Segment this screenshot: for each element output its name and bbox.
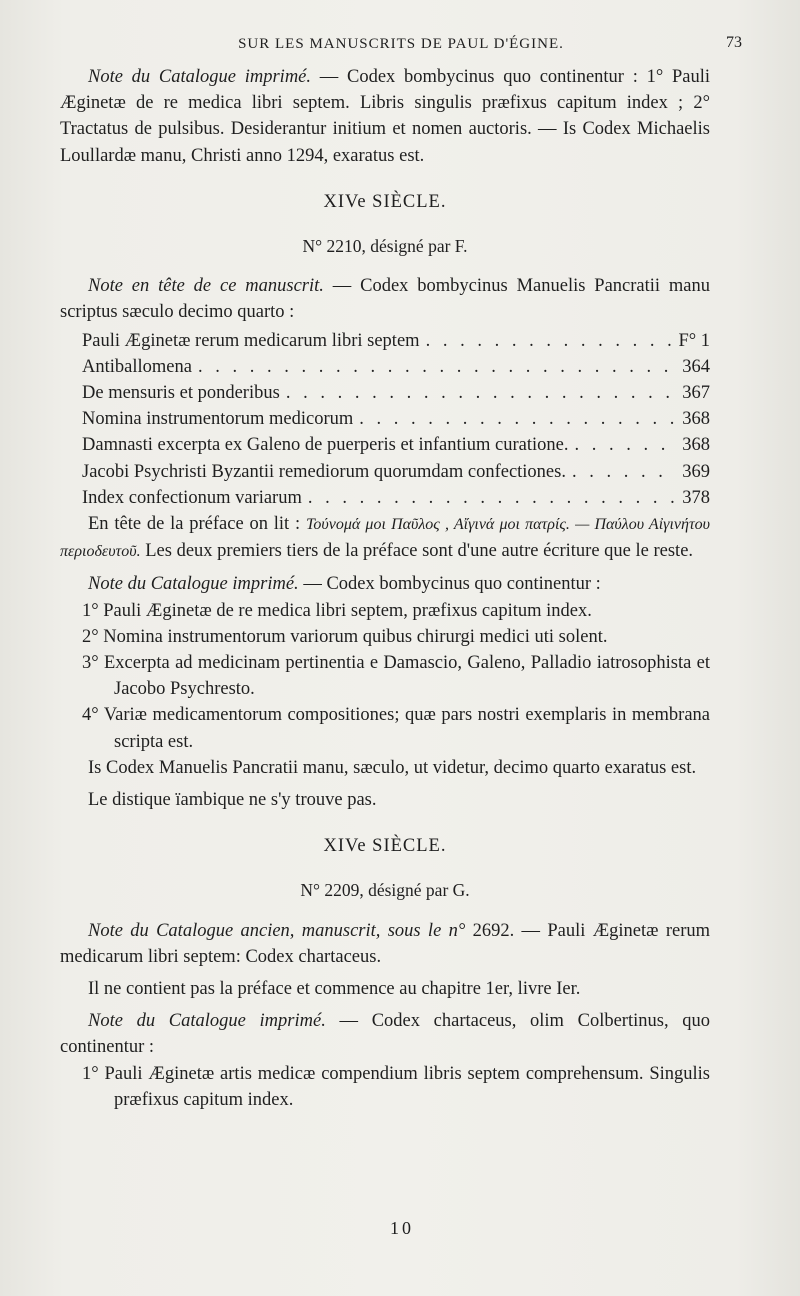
running-head: [60, 34, 742, 56]
toc-row: [82, 432, 710, 458]
section-heading-xiv-2: XIVe SIÈCLE.: [323, 836, 447, 857]
paragraph-contains: Il ne contient pas la préface et commence au chapitre 1er, livre Ier.: [88, 978, 581, 999]
leader-dots: [308, 485, 674, 511]
contents-list: [60, 328, 710, 511]
paragraph-catalogue-note-1294: [60, 64, 710, 169]
note-text: — Codex bombycinus quo continentur :: [298, 574, 601, 595]
paragraph-catalogue-imprime: [60, 571, 710, 597]
leader-dots: [426, 328, 673, 354]
toc-row: [82, 459, 710, 485]
toc-row: [82, 380, 710, 406]
note-label: Note du Catalogue imprimé.: [88, 67, 312, 87]
leader-dots: [286, 380, 674, 406]
toc-page: 367: [682, 383, 710, 403]
toc-label: Jacobi Psychristi Byzantii remediorum quorumdam confectiones.: [82, 461, 566, 482]
toc-page: 368: [682, 435, 710, 456]
note-text: 2692. — Pauli Æginetæ rerum medicarum libri septem: Codex chartaceus.: [60, 920, 711, 967]
toc-label: Damnasti excerpta ex Galeno de puerperis et infantium curatione.: [82, 435, 569, 456]
list-item: 1° Pauli Æginetæ artis medicæ compendium libris septem comprehensum. Singulis præfixus capitum index.: [82, 1063, 710, 1110]
section-heading-xiv-1: XIVe SIÈCLE.: [323, 191, 447, 212]
toc-label: Index confectionum variarum: [82, 487, 302, 508]
paragraph-note-en-tete: [60, 273, 710, 325]
leader-dots: [574, 432, 674, 458]
paragraph-distique: Le distique ïambique ne s'y trouve pas.: [88, 789, 377, 810]
toc-row: [82, 354, 710, 380]
preface-rest: Les deux premiers tiers de la préface sont d'une autre écriture que le reste.: [140, 541, 694, 562]
paragraph-closing: Is Codex Manuelis Pancratii manu, sæculo, ut videtur, decimo quarto exaratus est.: [88, 757, 697, 778]
paragraph-preface: [60, 511, 710, 565]
manuscript-id-2209: N° 2209, désigné par G.: [300, 880, 470, 901]
greek-inscription: Τούνομά μοι Παῦλος , Αἴγινά μοι πατρίς. — Παύλου Αἰγινήτου περιοδευτοῦ.: [60, 515, 711, 561]
toc-page: 378: [682, 487, 710, 508]
note-text: — Codex chartaceus, olim Colbertinus, quo continentur :: [60, 1011, 711, 1058]
toc-page: 369: [682, 461, 710, 482]
running-title: SUR LES MANUSCRITS DE PAUL D'ÉGINE.: [238, 36, 564, 52]
paragraph-catalogue-imprime-2: [60, 1008, 710, 1060]
note-text: — Codex bombycinus quo continentur : 1° Pauli Æginetæ de re medica libri septem. Libris singulis præfixus capitum index ; 2° Tractatus de pulsibus. Desiderantur initium et nomen auctoris. — Is Codex Michaelis Loullardæ manu, Christi anno 1294, exaratus est.: [60, 67, 711, 166]
note-label: Note en tête de ce manuscrit.: [88, 276, 324, 297]
page-body: [60, 64, 710, 1113]
toc-row: [82, 406, 710, 432]
toc-row: [82, 328, 710, 354]
note-label: Note du Catalogue imprimé.: [88, 574, 299, 595]
paragraph-catalogue-ancien: [60, 918, 710, 970]
preface-intro: En tête de la préface on lit :: [88, 513, 306, 534]
toc-label: Nomina instrumentorum medicorum: [82, 409, 354, 430]
list-item: 3° Excerpta ad medicinam pertinentia e Damascio, Galeno, Palladio iatrosophista et Jacobo Psychresto.: [82, 652, 710, 700]
list-item: 1° Pauli Æginetæ de re medica libri septem, præfixus capitum index.: [82, 600, 592, 621]
toc-label: Antiballomena: [82, 356, 192, 377]
toc-row: [82, 485, 710, 511]
note-text: — Codex bombycinus Manuelis Pancratii manu scriptus sæculo decimo quarto :: [60, 276, 710, 323]
leader-dots: [198, 354, 674, 380]
page-number: 73: [726, 34, 742, 51]
list-item: 4° Variæ medicamentorum compositiones; quæ pars nostri exemplaris in membrana scripta est.: [82, 705, 710, 752]
toc-page: F° 1: [678, 330, 710, 351]
toc-page: 368: [682, 409, 710, 430]
leader-dots: [359, 406, 674, 432]
toc-label: De mensuris et ponderibus: [82, 383, 280, 403]
note-label: Note du Catalogue imprimé.: [88, 1011, 326, 1032]
toc-page: 364: [682, 356, 710, 377]
list-item: 2° Nomina instrumentorum variorum quibus chirurgi medici uti solent.: [82, 626, 608, 647]
toc-label: Pauli Æginetæ rerum medicarum libri septem: [82, 330, 420, 351]
note-label: Note du Catalogue ancien, manuscrit, sous le n°: [88, 920, 466, 941]
signature-mark: 10: [390, 1218, 414, 1238]
manuscript-id-2210: N° 2210, désigné par F.: [302, 236, 468, 257]
leader-dots: [572, 459, 674, 485]
